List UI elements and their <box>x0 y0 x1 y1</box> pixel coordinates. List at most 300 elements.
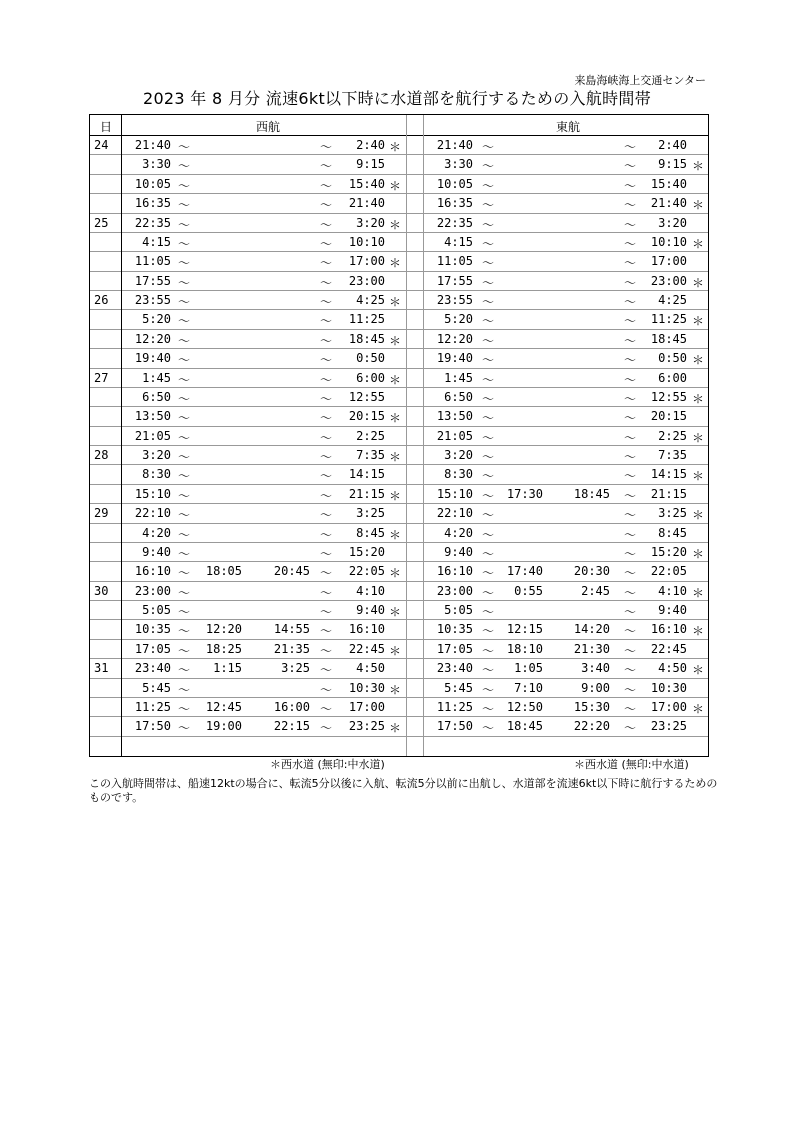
east-start-cell: 4:20 <box>444 525 473 540</box>
east-tilde1-cell: ～ <box>482 178 495 193</box>
east-tilde2-cell: ～ <box>624 469 637 484</box>
west-end-cell: 21:15 <box>348 486 385 501</box>
east-mark-cell: ＊ <box>692 353 705 368</box>
west-start-cell: 15:10 <box>134 486 171 501</box>
east-tilde1-cell: ～ <box>482 217 495 232</box>
east-end-cell: 10:30 <box>650 680 687 695</box>
west-tilde1-cell: ～ <box>178 236 191 251</box>
west-tilde2-cell: ～ <box>320 624 333 639</box>
west-tilde1-cell: ～ <box>178 391 191 406</box>
table-row <box>90 524 708 543</box>
east-mid1-cell: 7:10 <box>514 680 543 695</box>
table-row <box>90 252 708 271</box>
west-start-cell: 16:35 <box>134 196 171 211</box>
west-tilde1-cell: ～ <box>178 275 191 290</box>
west-start-cell: 11:25 <box>134 699 171 714</box>
east-end-cell: 7:35 <box>658 448 687 462</box>
east-end-cell: 4:10 <box>658 583 687 598</box>
west-tilde1-cell: ～ <box>178 585 191 600</box>
west-tilde1-cell: ～ <box>178 469 191 484</box>
west-tilde2-cell: ～ <box>320 275 333 290</box>
day-cell: 25 <box>94 215 109 230</box>
east-tilde2-cell: ～ <box>624 682 637 697</box>
west-start-cell: 5:45 <box>142 680 171 695</box>
east-mid2-cell: 22:20 <box>573 719 610 734</box>
east-mark-cell: ＊ <box>692 701 705 716</box>
west-tilde1-cell: ～ <box>178 178 191 193</box>
west-mark-cell: ＊ <box>389 295 402 309</box>
west-tilde2-cell: ～ <box>320 546 333 561</box>
west-end-cell: 3:25 <box>356 506 385 521</box>
table-row <box>90 369 708 388</box>
west-mid1-cell: 12:20 <box>205 622 242 637</box>
organization-name: 来島海峡海上交通センター <box>574 74 706 87</box>
east-tilde1-cell: ～ <box>482 488 495 503</box>
east-start-cell: 11:25 <box>436 699 473 714</box>
east-mid1-cell: 17:40 <box>506 564 543 579</box>
west-tilde1-cell: ～ <box>178 333 191 348</box>
west-start-cell: 19:40 <box>134 351 171 366</box>
east-tilde1-cell: ～ <box>482 682 495 697</box>
west-start-cell: 10:35 <box>134 622 171 637</box>
west-tilde1-cell: ～ <box>178 159 191 174</box>
west-start-cell: 1:45 <box>142 370 171 385</box>
west-tilde1-cell: ～ <box>178 546 191 561</box>
west-start-cell: 5:20 <box>142 312 171 327</box>
west-tilde1-cell: ～ <box>178 295 191 309</box>
east-legend: ＊西水道 (無印:中水道) <box>574 758 689 771</box>
east-tilde2-cell: ～ <box>624 663 637 678</box>
east-tilde1-cell: ～ <box>482 566 495 581</box>
west-start-cell: 22:10 <box>134 506 171 521</box>
west-start-cell: 13:50 <box>134 409 171 424</box>
west-tilde2-cell: ～ <box>320 295 333 309</box>
east-mark-cell: ＊ <box>692 159 705 174</box>
table-header <box>90 115 708 136</box>
west-start-cell: 10:05 <box>134 176 171 191</box>
east-end-cell: 15:40 <box>650 176 687 191</box>
west-tilde2-cell: ～ <box>320 140 333 154</box>
east-start-cell: 23:55 <box>436 293 473 307</box>
table-row <box>90 504 708 523</box>
west-start-cell: 23:55 <box>134 293 171 307</box>
west-tilde2-cell: ～ <box>320 256 333 271</box>
west-tilde1-cell: ～ <box>178 217 191 232</box>
west-tilde1-cell: ～ <box>178 411 191 426</box>
east-end-cell: 21:40 <box>650 196 687 211</box>
west-tilde2-cell: ～ <box>320 372 333 387</box>
east-tilde1-cell: ～ <box>482 333 495 348</box>
east-end-cell: 3:25 <box>658 506 687 521</box>
west-end-cell: 21:40 <box>348 196 385 211</box>
east-start-cell: 15:10 <box>436 486 473 501</box>
west-tilde1-cell: ～ <box>178 682 191 697</box>
west-end-cell: 20:15 <box>348 409 385 424</box>
west-end-cell: 0:50 <box>356 351 385 366</box>
east-start-cell: 11:05 <box>436 254 473 269</box>
east-start-cell: 16:10 <box>436 564 473 579</box>
east-tilde2-cell: ～ <box>624 624 637 639</box>
east-tilde2-cell: ～ <box>624 585 637 600</box>
east-mid2-cell: 15:30 <box>573 699 610 714</box>
east-tilde2-cell: ～ <box>624 391 637 406</box>
east-tilde1-cell: ～ <box>482 256 495 271</box>
east-mark-cell: ＊ <box>692 430 705 445</box>
west-end-cell: 3:20 <box>356 215 385 230</box>
west-end-cell: 22:45 <box>348 641 385 656</box>
west-tilde1-cell: ～ <box>178 624 191 639</box>
west-end-cell: 14:15 <box>348 467 385 482</box>
east-tilde2-cell: ～ <box>624 643 637 658</box>
east-mid2-cell: 20:30 <box>573 564 610 579</box>
table-row <box>90 155 708 174</box>
west-end-cell: 9:15 <box>356 157 385 172</box>
west-end-cell: 12:55 <box>348 389 385 404</box>
table-row <box>90 543 708 562</box>
east-end-cell: 22:05 <box>650 564 687 579</box>
west-tilde1-cell: ～ <box>178 566 191 581</box>
east-tilde2-cell: ～ <box>624 430 637 445</box>
west-end-cell: 2:25 <box>356 428 385 443</box>
west-tilde1-cell: ～ <box>178 314 191 329</box>
east-tilde1-cell: ～ <box>482 314 495 329</box>
table-row <box>90 233 708 252</box>
east-tilde2-cell: ～ <box>624 488 637 503</box>
east-tilde2-cell: ～ <box>624 411 637 426</box>
table-row <box>90 272 708 291</box>
west-tilde2-cell: ～ <box>320 701 333 716</box>
east-tilde1-cell: ～ <box>482 391 495 406</box>
west-tilde1-cell: ～ <box>178 198 191 213</box>
table-row <box>90 717 708 736</box>
table-row <box>90 601 708 620</box>
east-tilde2-cell: ～ <box>624 450 637 464</box>
west-tilde2-cell: ～ <box>320 198 333 213</box>
east-end-cell: 4:50 <box>658 661 687 676</box>
page-title: 2023 年 8 月分 流速6kt以下時に水道部を航行するための入航時間帯 <box>142 89 652 108</box>
east-end-cell: 20:15 <box>650 409 687 424</box>
table-row <box>90 310 708 329</box>
west-mark-cell: ＊ <box>389 411 402 426</box>
west-tilde2-cell: ～ <box>320 353 333 368</box>
east-mid2-cell: 18:45 <box>573 486 610 501</box>
table-row <box>90 562 708 581</box>
west-tilde1-cell: ～ <box>178 256 191 271</box>
table-row <box>90 698 708 717</box>
west-mark-cell: ＊ <box>389 256 402 271</box>
west-end-cell: 23:25 <box>348 719 385 734</box>
west-tilde1-cell: ～ <box>178 721 191 736</box>
west-tilde1-cell: ～ <box>178 701 191 716</box>
west-mark-cell: ＊ <box>389 372 402 387</box>
table-row <box>90 407 708 426</box>
table-row <box>90 620 708 639</box>
east-tilde2-cell: ～ <box>624 178 637 193</box>
west-tilde2-cell: ～ <box>320 391 333 406</box>
east-mid1-cell: 18:45 <box>506 719 543 734</box>
west-mark-cell: ＊ <box>389 643 402 658</box>
west-mark-cell: ＊ <box>389 682 402 697</box>
east-start-cell: 5:05 <box>444 603 473 617</box>
west-tilde2-cell: ～ <box>320 585 333 600</box>
table-row <box>90 388 708 407</box>
east-tilde2-cell: ～ <box>624 566 637 581</box>
east-tilde2-cell: ～ <box>624 314 637 329</box>
east-tilde2-cell: ～ <box>624 140 637 154</box>
east-mid2-cell: 3:40 <box>581 661 610 676</box>
east-end-cell: 6:00 <box>658 370 687 385</box>
west-tilde2-cell: ～ <box>320 178 333 193</box>
west-mid1-cell: 18:05 <box>205 564 242 579</box>
west-mid1-cell: 12:45 <box>205 699 242 714</box>
schedule-table <box>89 114 709 757</box>
table-row <box>90 291 708 310</box>
west-tilde2-cell: ～ <box>320 333 333 348</box>
west-tilde2-cell: ～ <box>320 314 333 329</box>
east-end-cell: 9:15 <box>658 157 687 172</box>
west-end-cell: 15:40 <box>348 176 385 191</box>
east-tilde1-cell: ～ <box>482 663 495 678</box>
east-end-cell: 21:15 <box>650 486 687 501</box>
west-tilde1-cell: ～ <box>178 488 191 503</box>
east-start-cell: 21:05 <box>436 428 473 443</box>
west-tilde2-cell: ～ <box>320 159 333 174</box>
east-mid2-cell: 14:20 <box>573 622 610 637</box>
table-row <box>90 679 708 698</box>
east-tilde2-cell: ～ <box>624 605 637 619</box>
east-tilde2-cell: ～ <box>624 333 637 348</box>
east-tilde2-cell: ～ <box>624 508 637 523</box>
day-cell: 24 <box>94 138 109 152</box>
day-cell: 27 <box>94 370 109 385</box>
east-tilde1-cell: ～ <box>482 159 495 174</box>
west-mid2-cell: 3:25 <box>281 661 310 676</box>
west-end-cell: 6:00 <box>356 370 385 385</box>
east-end-cell: 18:45 <box>650 331 687 346</box>
west-mid2-cell: 14:55 <box>273 622 310 637</box>
west-end-cell: 10:30 <box>348 680 385 695</box>
west-mark-cell: ＊ <box>389 333 402 348</box>
east-tilde1-cell: ～ <box>482 605 495 619</box>
east-tilde2-cell: ～ <box>624 198 637 213</box>
east-mark-cell: ＊ <box>692 624 705 639</box>
west-mark-cell: ＊ <box>389 217 402 232</box>
west-tilde1-cell: ～ <box>178 430 191 445</box>
table-row <box>90 582 708 601</box>
east-end-cell: 17:00 <box>650 699 687 714</box>
west-end-cell: 2:40 <box>356 138 385 152</box>
east-mid1-cell: 1:05 <box>514 661 543 676</box>
east-start-cell: 5:45 <box>444 680 473 695</box>
west-tilde2-cell: ～ <box>320 605 333 619</box>
east-start-cell: 1:45 <box>444 370 473 385</box>
west-start-cell: 23:00 <box>134 583 171 598</box>
west-tilde2-cell: ～ <box>320 217 333 232</box>
east-mid1-cell: 12:15 <box>506 622 543 637</box>
east-tilde2-cell: ～ <box>624 353 637 368</box>
east-tilde1-cell: ～ <box>482 585 495 600</box>
east-mid1-cell: 18:10 <box>506 641 543 656</box>
west-tilde2-cell: ～ <box>320 508 333 523</box>
east-start-cell: 6:50 <box>444 389 473 404</box>
east-start-cell: 10:35 <box>436 622 473 637</box>
east-tilde1-cell: ～ <box>482 527 495 542</box>
east-mark-cell: ＊ <box>692 469 705 484</box>
east-mid1-cell: 12:50 <box>506 699 543 714</box>
east-start-cell: 19:40 <box>436 351 473 366</box>
west-tilde1-cell: ～ <box>178 508 191 523</box>
east-mark-cell: ＊ <box>692 314 705 329</box>
west-start-cell: 11:05 <box>134 254 171 269</box>
east-column-header: 東航 <box>556 120 581 134</box>
west-start-cell: 21:05 <box>134 428 171 443</box>
east-start-cell: 13:50 <box>436 409 473 424</box>
east-start-cell: 3:20 <box>444 448 473 462</box>
west-mark-cell: ＊ <box>389 605 402 619</box>
east-tilde1-cell: ～ <box>482 411 495 426</box>
east-mark-cell: ＊ <box>692 275 705 290</box>
west-end-cell: 18:45 <box>348 331 385 346</box>
day-cell: 31 <box>94 661 109 676</box>
east-mark-cell: ＊ <box>692 198 705 213</box>
east-end-cell: 10:10 <box>650 234 687 249</box>
west-tilde2-cell: ～ <box>320 411 333 426</box>
west-tilde1-cell: ～ <box>178 450 191 464</box>
east-start-cell: 17:55 <box>436 273 473 288</box>
west-start-cell: 3:20 <box>142 448 171 462</box>
east-tilde2-cell: ～ <box>624 236 637 251</box>
east-end-cell: 4:25 <box>658 293 687 307</box>
east-tilde1-cell: ～ <box>482 450 495 464</box>
west-end-cell: 23:00 <box>348 273 385 288</box>
west-end-cell: 17:00 <box>348 699 385 714</box>
east-end-cell: 23:00 <box>650 273 687 288</box>
east-tilde1-cell: ～ <box>482 508 495 523</box>
west-mid2-cell: 21:35 <box>273 641 310 656</box>
west-mark-cell: ＊ <box>389 721 402 736</box>
east-end-cell: 15:20 <box>650 544 687 559</box>
west-tilde2-cell: ～ <box>320 721 333 736</box>
west-mark-cell: ＊ <box>389 450 402 464</box>
west-end-cell: 4:25 <box>356 293 385 307</box>
east-start-cell: 12:20 <box>436 331 473 346</box>
west-tilde2-cell: ～ <box>320 430 333 445</box>
west-mark-cell: ＊ <box>389 566 402 581</box>
east-mark-cell: ＊ <box>692 508 705 523</box>
east-mark-cell: ＊ <box>692 585 705 600</box>
east-end-cell: 11:25 <box>650 312 687 327</box>
divider-day <box>121 115 122 756</box>
east-mark-cell: ＊ <box>692 236 705 251</box>
table-row <box>90 330 708 349</box>
east-end-cell: 23:25 <box>650 719 687 734</box>
west-end-cell: 16:10 <box>348 622 385 637</box>
east-end-cell: 3:20 <box>658 215 687 230</box>
west-tilde1-cell: ～ <box>178 372 191 387</box>
east-mark-cell: ＊ <box>692 663 705 678</box>
east-tilde1-cell: ～ <box>482 295 495 309</box>
west-start-cell: 17:50 <box>134 719 171 734</box>
east-tilde1-cell: ～ <box>482 469 495 484</box>
west-tilde1-cell: ～ <box>178 663 191 678</box>
divider-center-left <box>406 115 407 756</box>
east-mid2-cell: 2:45 <box>581 583 610 598</box>
east-mid2-cell: 21:30 <box>573 641 610 656</box>
west-mid2-cell: 16:00 <box>273 699 310 714</box>
east-start-cell: 8:30 <box>444 467 473 482</box>
east-start-cell: 17:50 <box>436 719 473 734</box>
west-tilde2-cell: ～ <box>320 488 333 503</box>
west-start-cell: 5:05 <box>142 603 171 617</box>
day-column-header: 日 <box>100 120 113 134</box>
table-row <box>90 175 708 194</box>
east-end-cell: 9:40 <box>658 603 687 617</box>
west-end-cell: 22:05 <box>348 564 385 579</box>
west-tilde2-cell: ～ <box>320 663 333 678</box>
west-end-cell: 11:25 <box>348 312 385 327</box>
west-mid2-cell: 22:15 <box>273 719 310 734</box>
west-start-cell: 22:35 <box>134 215 171 230</box>
west-start-cell: 3:30 <box>142 157 171 172</box>
west-mark-cell: ＊ <box>389 527 402 542</box>
east-tilde1-cell: ～ <box>482 701 495 716</box>
west-start-cell: 4:20 <box>142 525 171 540</box>
divider-center-right <box>423 115 424 756</box>
west-tilde1-cell: ～ <box>178 527 191 542</box>
east-tilde1-cell: ～ <box>482 236 495 251</box>
east-tilde2-cell: ～ <box>624 275 637 290</box>
day-cell: 29 <box>94 506 109 521</box>
west-tilde2-cell: ～ <box>320 682 333 697</box>
east-end-cell: 8:45 <box>658 525 687 540</box>
east-mark-cell: ＊ <box>692 546 705 561</box>
east-start-cell: 10:05 <box>436 176 473 191</box>
east-end-cell: 22:45 <box>650 641 687 656</box>
west-start-cell: 17:55 <box>134 273 171 288</box>
east-tilde2-cell: ～ <box>624 546 637 561</box>
east-tilde1-cell: ～ <box>482 721 495 736</box>
east-tilde1-cell: ～ <box>482 140 495 154</box>
east-mid2-cell: 9:00 <box>581 680 610 695</box>
table-row <box>90 214 708 233</box>
west-end-cell: 4:10 <box>356 583 385 598</box>
east-start-cell: 4:15 <box>444 234 473 249</box>
east-mid1-cell: 17:30 <box>506 486 543 501</box>
east-tilde2-cell: ～ <box>624 217 637 232</box>
footnote: この入航時間帯は、船速12ktの場合に、転流5分以後に入航、転流5分以前に出航し、水道部を流速6kt以下時に航行するためのものです。 <box>89 777 718 804</box>
east-tilde1-cell: ～ <box>482 353 495 368</box>
table-row <box>90 427 708 446</box>
west-start-cell: 21:40 <box>134 138 171 152</box>
west-start-cell: 16:10 <box>134 564 171 579</box>
east-end-cell: 2:25 <box>658 428 687 443</box>
day-cell: 30 <box>94 583 109 598</box>
east-start-cell: 5:20 <box>444 312 473 327</box>
west-mid1-cell: 1:15 <box>213 661 242 676</box>
west-tilde1-cell: ～ <box>178 605 191 619</box>
west-tilde2-cell: ～ <box>320 469 333 484</box>
west-start-cell: 4:15 <box>142 234 171 249</box>
day-cell: 26 <box>94 293 109 307</box>
east-mark-cell: ＊ <box>692 391 705 406</box>
east-start-cell: 9:40 <box>444 544 473 559</box>
west-mark-cell: ＊ <box>389 140 402 154</box>
west-end-cell: 7:35 <box>356 448 385 462</box>
east-tilde1-cell: ～ <box>482 643 495 658</box>
table-row <box>90 446 708 465</box>
east-tilde2-cell: ～ <box>624 159 637 174</box>
west-tilde1-cell: ～ <box>178 353 191 368</box>
